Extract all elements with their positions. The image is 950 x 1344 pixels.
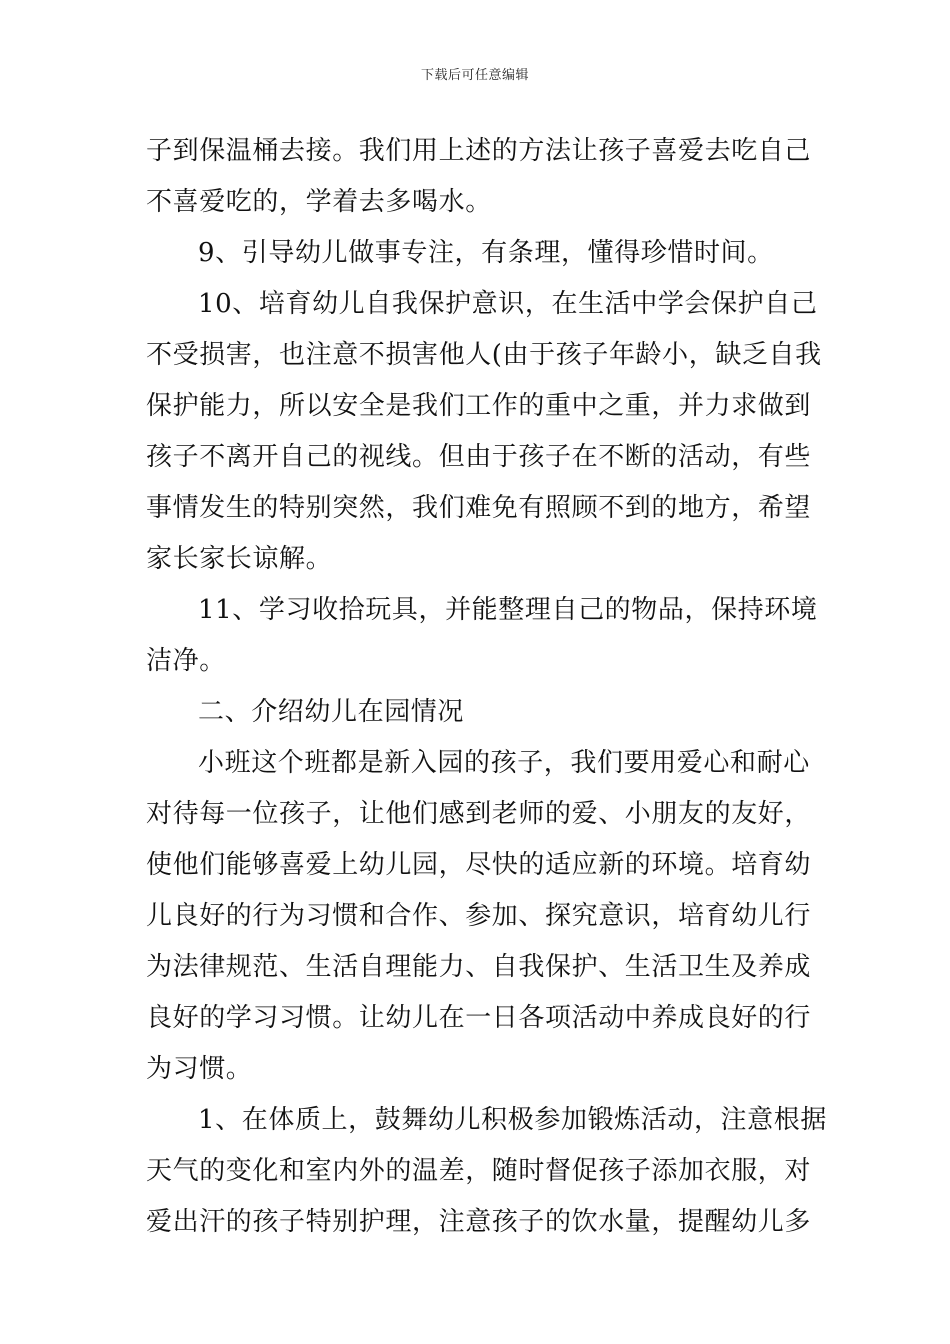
text-line: 为习惯。 bbox=[146, 1054, 253, 1084]
text-line: 9、引导幼儿做事专注，有条理，懂得珍惜时间。 bbox=[198, 238, 774, 268]
text-line: 天气的变化和室内外的温差，随时督促孩子添加衣服，对 bbox=[146, 1156, 812, 1186]
text-line: 为法律规范、生活自理能力、自我保护、生活卫生及养成 bbox=[146, 952, 812, 982]
text-line: 儿良好的行为习惯和合作、参加、探究意识，培育幼儿行 bbox=[146, 901, 812, 931]
text-line: 事情发生的特别突然，我们难免有照顾不到的地方，希望 bbox=[146, 493, 812, 523]
document-body bbox=[146, 126, 827, 1248]
text-line: 对待每一位孩子，让他们感到老师的爱、小朋友的友好， bbox=[146, 799, 812, 829]
text-line: 小班这个班都是新入园的孩子，我们要用爱心和耐心 bbox=[198, 748, 810, 778]
section-heading: 二、介绍幼儿在园情况 bbox=[198, 697, 465, 727]
text-line: 保护能力，所以安全是我们工作的重中之重，并力求做到 bbox=[146, 391, 812, 421]
text-line: 孩子不离开自己的视线。但由于孩子在不断的活动，有些 bbox=[146, 442, 812, 472]
text-line: 家长家长谅解。 bbox=[146, 544, 333, 574]
page-header: 下载后可任意编辑 bbox=[420, 68, 529, 83]
text-line: 洁净。 bbox=[146, 646, 226, 676]
text-line: 10、培育幼儿自我保护意识，在生活中学会保护自己 bbox=[198, 289, 818, 319]
text-line: 1、在体质上，鼓舞幼儿积极参加锻炼活动，注意根据 bbox=[198, 1105, 827, 1135]
text-line: 11、学习收拾玩具，并能整理自己的物品，保持环境 bbox=[198, 595, 818, 625]
text-line: 子到保温桶去接。我们用上述的方法让孩子喜爱去吃自己 bbox=[146, 136, 812, 166]
text-line: 爱出汗的孩子特别护理，注意孩子的饮水量，提醒幼儿多 bbox=[146, 1207, 812, 1237]
text-line: 良好的学习习惯。让幼儿在一日各项活动中养成良好的行 bbox=[146, 1003, 812, 1033]
text-line: 不喜爱吃的，学着去多喝水。 bbox=[146, 187, 492, 217]
text-line: 使他们能够喜爱上幼儿园，尽快的适应新的环境。培育幼 bbox=[146, 850, 812, 880]
text-line: 不受损害，也注意不损害他人(由于孩子年龄小，缺乏自我 bbox=[146, 340, 822, 370]
